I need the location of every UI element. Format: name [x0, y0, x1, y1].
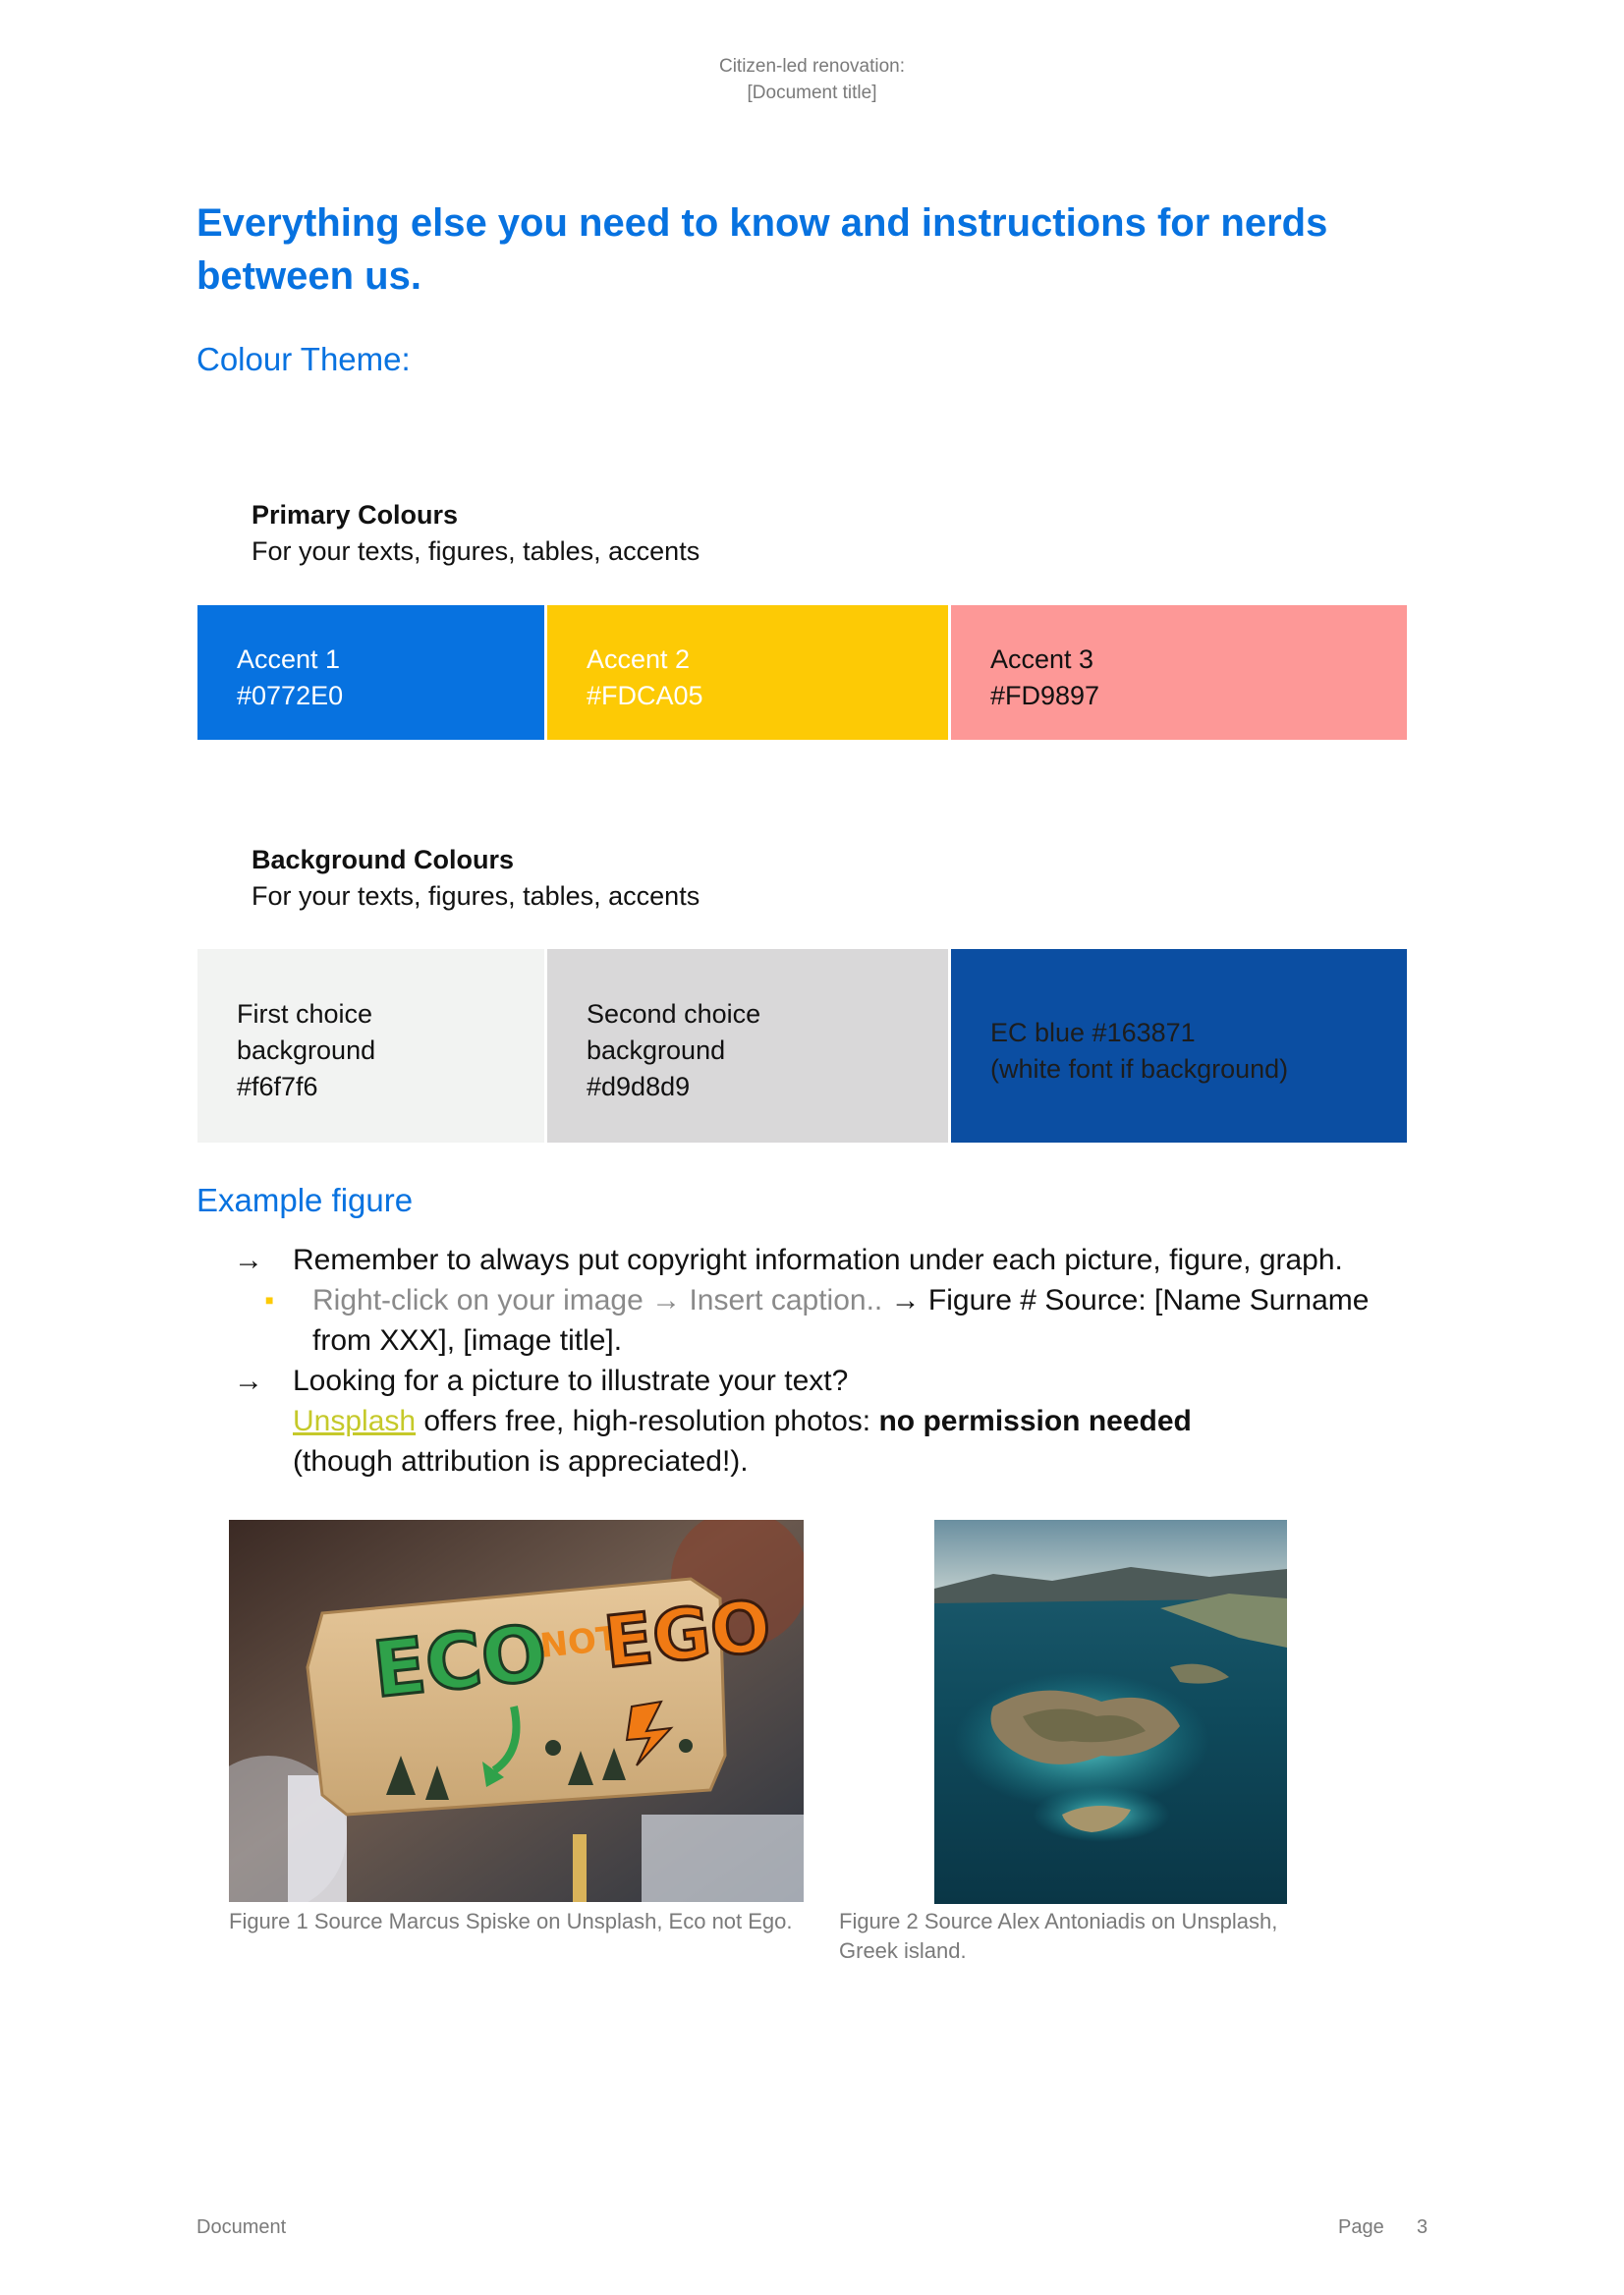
bullet-unsplash-line-2	[234, 1401, 1432, 1441]
background-colours-title: Background Colours	[252, 845, 515, 874]
bullet-unsplash-line-3: (though attribution is appreciated!).	[293, 1445, 749, 1478]
background-colours-desc: For your texts, figures, tables, accents	[252, 881, 700, 911]
figure-2-caption	[839, 1907, 1277, 1966]
primary-colours-block	[252, 497, 700, 570]
figure-1-caption: Figure 1 Source Marcus Spiske on Unsplash, Eco not Ego.	[229, 1909, 793, 1933]
swatch-code: #0772E0	[237, 681, 344, 710]
swatch-name: Accent 1	[237, 644, 341, 674]
header-line-1: Citizen-led renovation:	[718, 56, 906, 77]
swatch-code: #FD9897	[990, 681, 1100, 710]
primary-swatch-row	[197, 605, 1407, 740]
caption-instruction-line-2: from XXX], [image title].	[312, 1324, 623, 1357]
unsplash-offer-text: offers free, high-resolution photos:	[416, 1405, 879, 1437]
swatch-first-choice	[197, 949, 544, 1143]
sign-ego-text: EGO	[599, 1584, 775, 1684]
background-colours-block	[252, 842, 700, 915]
doc-header	[0, 53, 1624, 106]
arrow-icon: →	[234, 1244, 263, 1276]
bullet-copyright	[234, 1240, 1432, 1280]
greek-island-photo	[934, 1520, 1287, 1904]
swatch-accent-1	[197, 605, 544, 740]
bullet-copyright-text: Remember to always put copyright information under each picture, figure, graph.	[293, 1244, 1343, 1276]
swatch-line-3: #d9d8d9	[587, 1072, 691, 1101]
square-bullet-icon: ■	[265, 1292, 274, 1308]
swatch-line-3: #f6f7f6	[237, 1072, 318, 1101]
background-swatch-row	[197, 949, 1407, 1143]
sign-not-text: NOT	[537, 1618, 622, 1666]
swatch-line-1: Second choice	[587, 999, 761, 1029]
swatch-ec-blue	[951, 949, 1407, 1143]
swatch-name: Accent 2	[587, 644, 691, 674]
swatch-line-1: EC blue #163871	[990, 1018, 1196, 1047]
sub-bullet-caption	[234, 1280, 1432, 1361]
no-permission-text: no permission needed	[878, 1405, 1192, 1437]
header-line-2: [Document title]	[747, 83, 877, 103]
arrow-icon: →	[234, 1365, 263, 1397]
caption-instruction-muted: Right-click on your image → Insert caption..	[312, 1284, 883, 1316]
footer-page-number: 3	[1417, 2216, 1428, 2238]
swatch-line-2: background	[587, 1036, 726, 1065]
swatch-line-2: background	[237, 1036, 376, 1065]
swatch-accent-2	[547, 605, 948, 740]
figure-1-image	[229, 1520, 804, 1902]
page-title: Everything else you need to know and instructions for nerds between us.	[196, 201, 1328, 298]
swatch-code: #FDCA05	[587, 681, 703, 710]
bullet-unsplash-line-1: Looking for a picture to illustrate your text?	[293, 1365, 849, 1397]
caption-instruction-rest: → Figure # Source: [Name Surname	[890, 1284, 1370, 1316]
swatch-name: Accent 3	[990, 644, 1094, 674]
footer-document-label: Document	[196, 2216, 287, 2238]
sign-eco-text: ECO	[368, 1608, 551, 1715]
footer-page-label: Page	[1338, 2216, 1384, 2238]
figure-2-caption-line-2: Greek island.	[839, 1938, 967, 1963]
eco-not-ego-photo	[229, 1520, 804, 1902]
unsplash-link[interactable]: Unsplash	[293, 1405, 417, 1437]
swatch-second-choice	[547, 949, 948, 1143]
swatch-line-2: (white font if background)	[990, 1054, 1289, 1084]
primary-colours-title: Primary Colours	[252, 500, 459, 530]
swatch-accent-3	[951, 605, 1407, 740]
primary-colours-desc: For your texts, figures, tables, accents	[252, 536, 700, 566]
figure-2-image	[934, 1520, 1287, 1904]
colour-theme-heading: Colour Theme:	[196, 341, 411, 377]
swatch-line-1: First choice	[237, 999, 373, 1029]
example-figure-heading: Example figure	[196, 1182, 414, 1218]
example-instructions	[234, 1240, 1432, 1482]
bullet-unsplash	[234, 1361, 1432, 1401]
figure-2-caption-line-1: Figure 2 Source Alex Antoniadis on Unsplash,	[839, 1909, 1278, 1933]
